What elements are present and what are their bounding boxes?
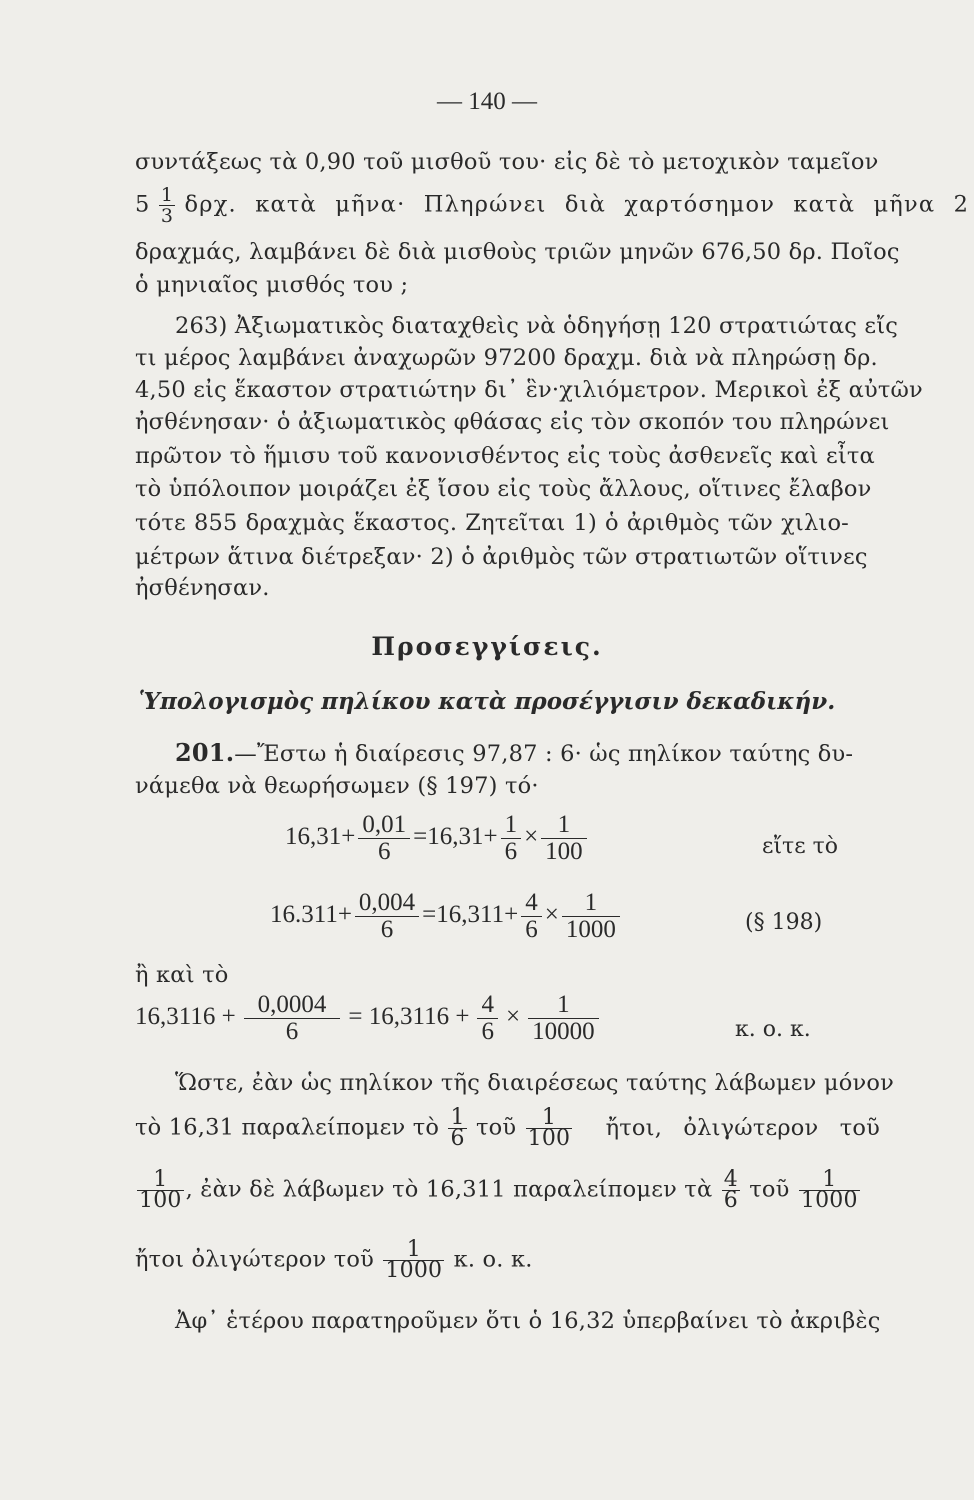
denominator: 3 <box>160 205 174 227</box>
numerator: 1 <box>383 1240 444 1261</box>
fraction <box>477 992 498 1045</box>
text-line: πρῶτον τὸ ἥμισυ τοῦ κανονισθέντος εἰς τοὺς ἀσθενεῖς καὶ εἶτα <box>135 443 875 469</box>
eq-term: = 16,3116 + <box>348 1003 470 1031</box>
numerator: 1 <box>450 1105 465 1130</box>
numerator: 1 <box>501 812 522 839</box>
text-line: 263) Ἀξιωματικὸς διαταχθεὶς νὰ ὁδηγήσῃ 120 στρατιώτας εἴς <box>175 313 899 339</box>
text-fragment: τὸ 16,31 παραλείπομεν τὸ <box>135 1114 440 1141</box>
numerator: 0,004 <box>355 890 419 917</box>
denominator: 6 <box>380 916 394 943</box>
denominator: 100 <box>139 1188 182 1213</box>
denominator: 6 <box>481 1018 494 1045</box>
times-sign: × <box>505 1003 521 1031</box>
text-line <box>135 184 970 227</box>
numerator: 1 <box>526 1108 573 1129</box>
text-line: ἠσθένησαν. <box>135 575 270 601</box>
denominator: 100 <box>545 838 583 865</box>
denominator: 6 <box>377 838 391 865</box>
text-fragment: —Ἔστω ἡ διαίρεσις 97,87 : 6· ὡς πηλίκον ταύτης δυ- <box>234 741 854 767</box>
text-line: ἢ καὶ τὸ <box>135 962 229 988</box>
fraction <box>562 890 620 943</box>
text-fragment: 5 <box>135 191 150 218</box>
denominator: 6 <box>504 838 518 865</box>
numerator: 1 <box>160 184 174 206</box>
text-line: Ὥστε, ἐὰν ὡς πηλίκον τῆς διαιρέσεως ταύτης λάβωμεν μόνον <box>175 1070 894 1096</box>
times-sign: × <box>544 901 559 929</box>
numerator: 0,01 <box>358 812 410 839</box>
fraction <box>722 1167 740 1213</box>
denominator: 6 <box>525 916 538 943</box>
text-fragment: τοῦ <box>476 1114 517 1141</box>
numerator: 1 <box>562 890 620 917</box>
eq-term: 16.311+ <box>270 901 352 929</box>
fraction <box>541 812 587 865</box>
denominator: 1000 <box>565 916 616 943</box>
fraction <box>355 890 419 943</box>
fraction <box>358 812 410 865</box>
text-fragment: , ἐὰν δὲ λάβωμεν τὸ 16,311 παραλείπομεν τὰ <box>185 1176 713 1203</box>
fraction <box>528 992 599 1045</box>
text-line <box>135 1237 849 1283</box>
text-line: ἠσθένησαν· ὁ ἀξιωματικὸς φθάσας εἰς τὸν σκοπόν του πληρώνει <box>135 409 890 435</box>
text-line <box>135 1105 881 1151</box>
eq-term: 16,31+ <box>285 823 356 851</box>
equation-note: κ. ο. κ. <box>735 1017 811 1042</box>
fraction <box>383 1237 444 1283</box>
text-fragment: ἤτοι ὀλιγώτερον τοῦ <box>135 1246 375 1273</box>
denominator: 6 <box>285 1018 299 1045</box>
eq-term: =16,311+ <box>422 901 519 929</box>
text-line: μέτρων ἅτινα διέτρεξαν· 2) ὁ ἀριθμὸς τῶν στρατιωτῶν οἵτινες <box>135 544 868 570</box>
denominator: 6 <box>450 1126 465 1151</box>
denominator: 1000 <box>385 1258 443 1283</box>
equation-3 <box>135 992 607 1045</box>
text-fragment: ἤτοι, ὀλιγώτερον τοῦ <box>605 1114 881 1141</box>
eq-term: =16,31+ <box>413 823 498 851</box>
numerator: 1 <box>541 812 587 839</box>
numerator: 1 <box>799 1170 860 1191</box>
fraction <box>521 890 542 943</box>
eq-term: 16,3116 + <box>135 1003 236 1031</box>
equation-2 <box>270 890 623 943</box>
text-fragment: τοῦ <box>749 1176 790 1203</box>
denominator: 10000 <box>532 1018 595 1045</box>
equation-note: εἴτε τὸ <box>762 834 839 859</box>
sub-heading: Ὑπολογισμὸς πηλίκου κατὰ προσέγγισιν δεκαδικήν. <box>138 688 836 715</box>
fraction <box>244 992 341 1045</box>
numerator: 1 <box>528 992 599 1019</box>
text-line: δραχμάς, λαμβάνει δὲ διὰ μισθοὺς τριῶν μηνῶν 676,50 δρ. Ποῖος <box>135 239 900 265</box>
fraction <box>159 185 175 226</box>
equation-1 <box>285 812 590 865</box>
numerator: 1 <box>137 1170 184 1191</box>
fraction <box>137 1167 184 1213</box>
numerator: 4 <box>521 890 542 917</box>
fraction <box>501 812 522 865</box>
section-number: 201. <box>175 738 235 767</box>
denominator: 1000 <box>800 1188 858 1213</box>
text-line: 4,50 εἰς ἕκαστον στρατιώτην δι᾽ ἓν·χιλιόμετρον. Μερικοὶ ἐξ αὐτῶν <box>135 377 923 403</box>
fraction <box>448 1105 466 1151</box>
numerator: 4 <box>723 1167 738 1192</box>
numerator: 4 <box>477 992 498 1019</box>
denominator: 6 <box>723 1188 738 1213</box>
text-line <box>175 738 854 769</box>
section-heading: Προσεγγίσεις. <box>371 632 603 661</box>
fraction <box>799 1167 860 1213</box>
times-sign: × <box>524 823 539 851</box>
text-line: συντάξεως τὰ 0,90 τοῦ μισθοῦ του· εἰς δὲ τὸ μετοχικὸν ταμεῖον <box>135 149 879 175</box>
text-fragment: δρχ. κατὰ μῆνα· Πληρώνει διὰ χαρτόσημον κατὰ μῆνα 2 <box>184 191 970 218</box>
text-fragment: κ. ο. κ. <box>453 1246 533 1273</box>
equation-note: (§ 198) <box>745 910 823 935</box>
numerator: 0,0004 <box>244 992 341 1019</box>
text-line <box>135 1167 858 1213</box>
text-line: νάμεθα νὰ θεωρήσωμεν (§ 197) τό· <box>135 773 539 799</box>
text-line: τι μέρος λαμβάνει ἀναχωρῶν 97200 δραχμ. διὰ νὰ πληρώσῃ δρ. <box>135 345 878 371</box>
text-line: ὁ μηνιαῖος μισθός του ; <box>135 272 409 298</box>
text-line: τὸ ὑπόλοιπον μοιράζει ἐξ ἴσου εἰς τοὺς ἄλλους, οἵτινες ἔλαβον <box>135 476 872 502</box>
text-line: Ἀφ᾽ ἑτέρου παρατηροῦμεν ὅτι ὁ 16,32 ὑπερβαίνει τὸ ἀκριβὲς <box>175 1308 881 1334</box>
fraction <box>526 1105 573 1151</box>
text-line: τότε 855 δραχμὰς ἕκαστος. Ζητεῖται 1) ὁ ἀριθμὸς τῶν χιλιο- <box>135 510 849 536</box>
page-number: — 140 — <box>437 88 537 115</box>
denominator: 100 <box>527 1126 571 1151</box>
